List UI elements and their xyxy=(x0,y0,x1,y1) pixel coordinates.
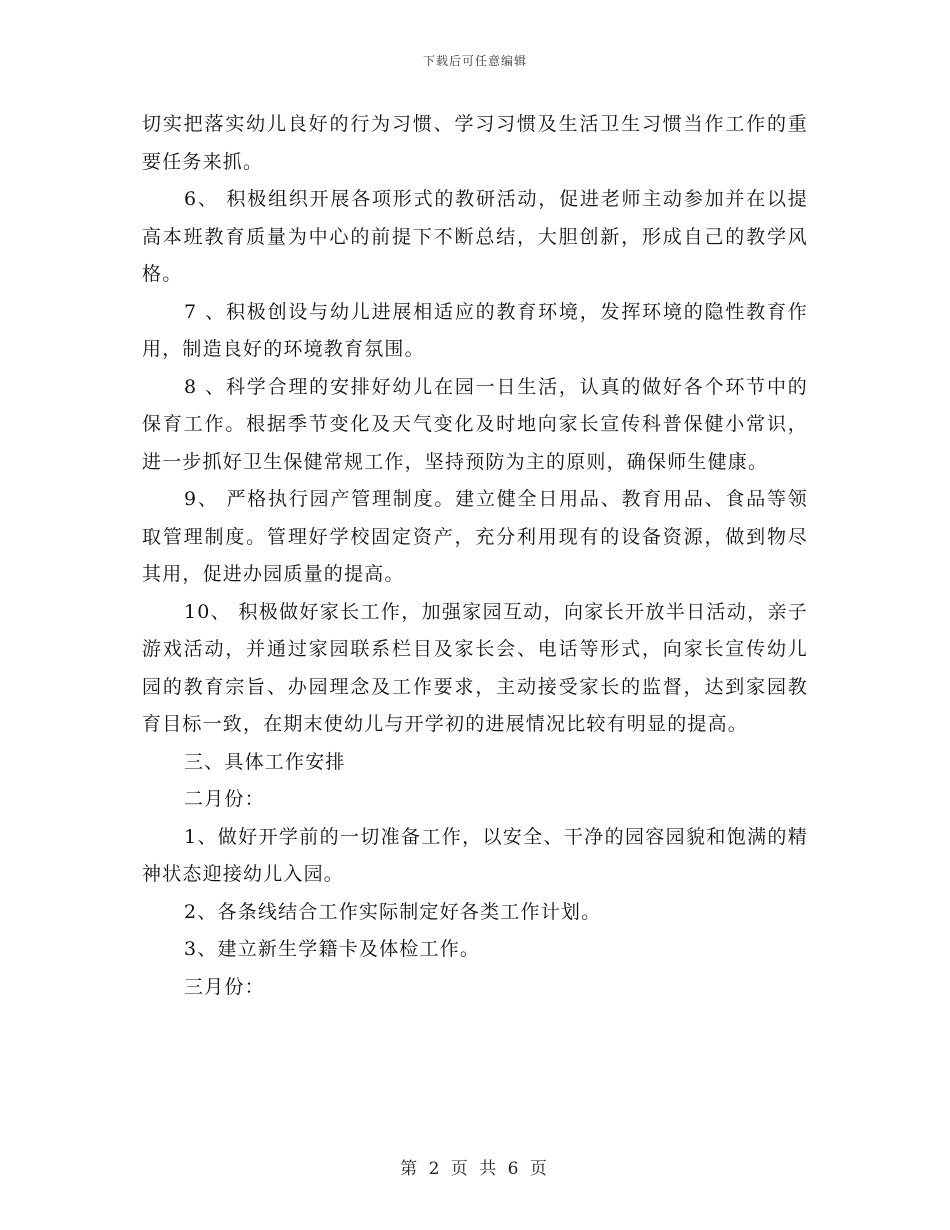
paragraph-9: 3、建立新生学籍卡及体检工作。 xyxy=(184,938,481,960)
month-heading-march: 三月份： xyxy=(184,975,265,998)
paragraph-2: 6、 积极组织开展各项形式的教研活动，促进老师主动参加并在以提高本班教育质量为中心的前提下不断总结，大胆创新，形成自己的教学风格。 xyxy=(142,188,808,285)
document-body xyxy=(142,106,808,1006)
month-heading-february: 二月份： xyxy=(184,788,265,810)
paragraph-6: 10、 积极做好家长工作，加强家园互动，向家长开放半日活动，亲子游戏活动，并通过家园联系栏目及家长会、电话等形式，向家长宣传幼儿园的教育宗旨、办园理念及工作要求，主动接受家长的监督，达到家园教育目标一致，在期末使幼儿与开学初的进展情况比较有明显的提高。 xyxy=(142,600,808,735)
paragraph-5: 9、 严格执行园产管理制度。建立健全日用品、教育用品、食品等领取管理制度。管理好学校固定资产，充分利用现有的设备资源，做到物尽其用，促进办园质量的提高。 xyxy=(142,488,808,585)
paragraph-3: 7 、积极创设与幼儿进展相适应的教育环境，发挥环境的隐性教育作用，制造良好的环境教育氛围。 xyxy=(142,300,808,360)
paragraph-8: 2、各条线结合工作实际制定好各类工作计划。 xyxy=(184,900,602,923)
page-footer: 第 2 页 共 6 页 xyxy=(400,1159,550,1179)
paragraph-7: 1、做好开学前的一切准备工作，以安全、干净的园容园貌和饱满的精神状态迎接幼儿入园。 xyxy=(142,825,808,885)
paragraph-4: 8 、科学合理的安排好幼儿在园一日生活，认真的做好各个环节中的保育工作。根据季节变化及天气变化及时地向家长宣传科普保健小常识，进一步抓好卫生保健常规工作，坚持预防为主的原则，确保师生健康。 xyxy=(142,375,808,473)
paragraph-1: 切实把落实幼儿良好的行为习惯、学习习惯及生活卫生习惯当作工作的重要任务来抓。 xyxy=(142,113,808,173)
section-heading: 三、具体工作安排 xyxy=(184,750,346,773)
page-header: 下载后可任意编辑 xyxy=(422,54,527,68)
